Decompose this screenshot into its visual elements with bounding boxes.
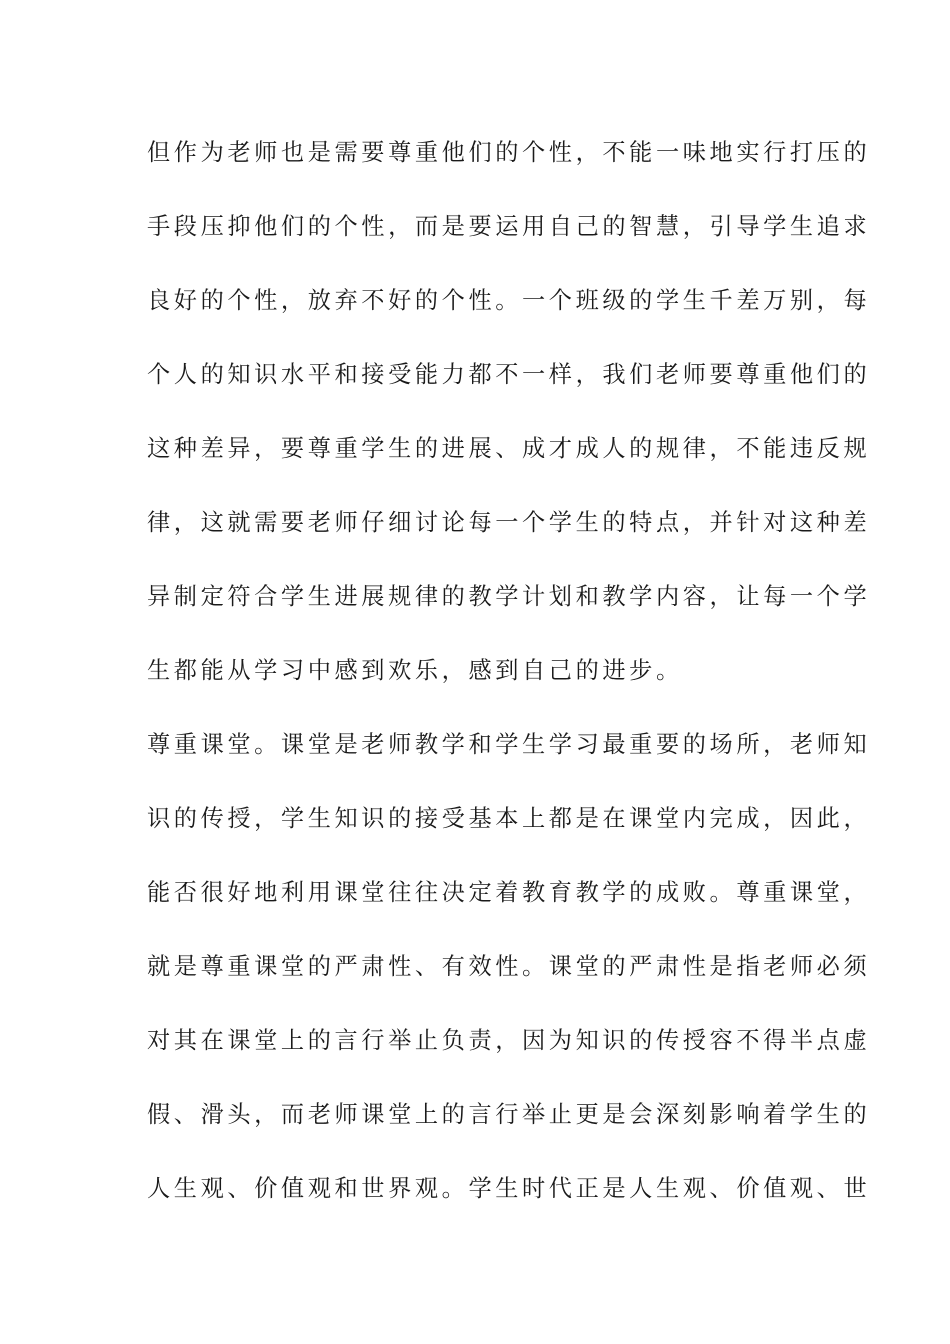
text-line: 手段压抑他们的个性，而是要运用自己的智慧，引导学生追求 xyxy=(147,213,871,240)
body-text xyxy=(147,127,871,1237)
text-line: 就是尊重课堂的严肃性、有效性。课堂的严肃性是指老师必须 xyxy=(147,953,871,980)
text-line: 这种差异，要尊重学生的进展、成才成人的规律，不能违反规 xyxy=(147,435,871,462)
text-line: 对其在课堂上的言行举止负责，因为知识的传授容不得半点虚 xyxy=(147,1027,871,1054)
text-line: 能否很好地利用课堂往往决定着教育教学的成败。尊重课堂， xyxy=(147,879,871,906)
text-line: 个人的知识水平和接受能力都不一样，我们老师要尊重他们的 xyxy=(147,361,871,388)
paragraph-end-line: 生都能从学习中感到欢乐，感到自己的进步。 xyxy=(147,657,683,684)
text-line: 但作为老师也是需要尊重他们的个性，不能一味地实行打压的 xyxy=(147,139,871,166)
text-line: 识的传授，学生知识的接受基本上都是在课堂内完成，因此， xyxy=(147,805,871,832)
text-line: 良好的个性，放弃不好的个性。一个班级的学生千差万别，每 xyxy=(147,287,871,314)
text-line: 人生观、价值观和世界观。学生时代正是人生观、价值观、世 xyxy=(147,1175,871,1202)
paragraph-start-line: 尊重课堂。课堂是老师教学和学生学习最重要的场所，老师知 xyxy=(147,731,871,758)
text-line: 律，这就需要老师仔细讨论每一个学生的特点，并针对这种差 xyxy=(147,509,871,536)
text-line: 假、滑头，而老师课堂上的言行举止更是会深刻影响着学生的 xyxy=(147,1101,871,1128)
text-line: 异制定符合学生进展规律的教学计划和教学内容，让每一个学 xyxy=(147,583,871,610)
